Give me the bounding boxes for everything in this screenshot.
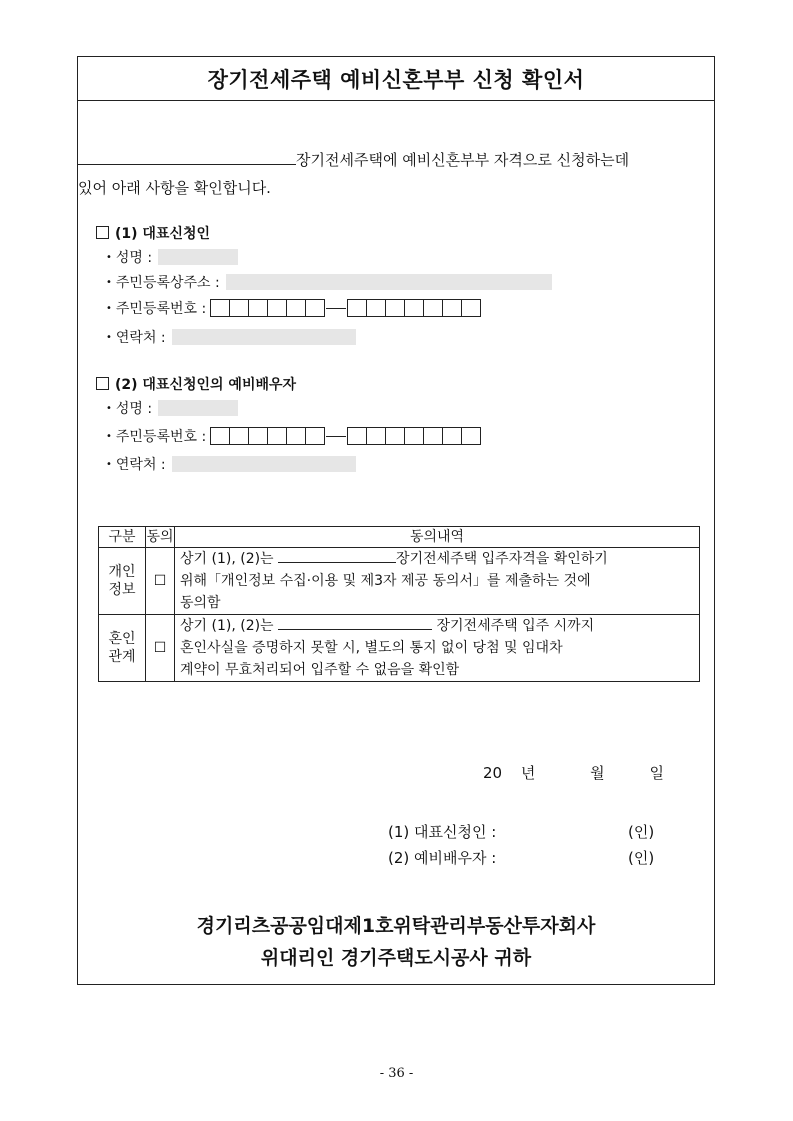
s1-name-field: • 성명 : (106, 247, 238, 267)
agree-checkbox[interactable]: ☐ (146, 548, 175, 615)
recipient-line-2: 위대리인 경기주택도시공사 귀하 (260, 947, 532, 969)
s1-id-back-boxes[interactable] (347, 299, 481, 317)
project-name-blank[interactable] (278, 548, 396, 563)
s2-id-back-boxes[interactable] (347, 427, 481, 445)
s1-id-field: • 주민등록번호 : (106, 298, 481, 318)
consent-table (98, 526, 700, 682)
s2-name-field: • 성명 : (106, 398, 238, 418)
row-category: 개인 정보 (99, 548, 146, 615)
s1-id-front-boxes[interactable] (210, 299, 325, 317)
section-1-title: (1) 대표신청인 (96, 223, 210, 243)
table-row (99, 615, 700, 682)
form-frame (77, 56, 715, 985)
applicant-name-blank[interactable] (78, 150, 296, 165)
spouse-seal[interactable]: (인) (628, 849, 655, 867)
header-details: 동의내역 (175, 527, 700, 548)
recipient-line-1: 경기리츠공공임대제1호위탁관리부동산투자회사 (196, 915, 596, 937)
s1-address-field: • 주민등록상주소 : (106, 272, 552, 292)
s2-contact-field: • 연락처 : (106, 454, 356, 474)
intro-line-1: 장기전세주택에 예비신혼부부 자격으로 신청하는데 (78, 149, 629, 170)
project-name-blank[interactable] (278, 615, 432, 630)
s1-contact-field: • 연락처 : (106, 327, 356, 347)
s2-contact-input[interactable] (172, 456, 356, 472)
s2-id-field: • 주민등록번호 : (106, 426, 481, 446)
section-2-title: (2) 대표신청인의 예비배우자 (96, 374, 296, 394)
s1-address-input[interactable] (226, 274, 552, 290)
date-line: 20 년 월 일 (483, 764, 664, 782)
header-category: 구분 (99, 527, 146, 548)
agree-checkbox[interactable]: ☐ (146, 615, 175, 682)
form-title: 장기전세주택 예비신혼부부 신청 확인서 (78, 57, 714, 101)
s1-name-input[interactable] (158, 249, 238, 265)
row-details: 상기 (1), (2)는 장기전세주택 입주자격을 확인하기 위해「개인정보 수집·이용 및 제3자 제공 동의서」를 제출하는 것에 동의함 (175, 548, 700, 615)
s1-contact-input[interactable] (172, 329, 356, 345)
applicant-signature-line: (1) 대표신청인 : (388, 823, 497, 841)
spouse-signature-line: (2) 예비배우자 : (388, 849, 497, 867)
s2-name-input[interactable] (158, 400, 238, 416)
applicant-seal[interactable]: (인) (628, 823, 655, 841)
header-agree: 동의 (146, 527, 175, 548)
table-header-row (99, 527, 700, 548)
intro-line-2: 있어 아래 사항을 확인합니다. (78, 179, 271, 197)
row-details: 상기 (1), (2)는 장기전세주택 입주 시까지 혼인사실을 증명하지 못할 시, 별도의 통지 없이 당첨 및 임대차 계약이 무효처리되어 입주할 수 없음을 확인함 (175, 615, 700, 682)
table-row (99, 548, 700, 615)
checkbox-icon[interactable] (96, 226, 109, 239)
s2-id-front-boxes[interactable] (210, 427, 325, 445)
row-category: 혼인 관계 (99, 615, 146, 682)
page-number: - 36 - (379, 1066, 414, 1081)
checkbox-icon[interactable] (96, 377, 109, 390)
